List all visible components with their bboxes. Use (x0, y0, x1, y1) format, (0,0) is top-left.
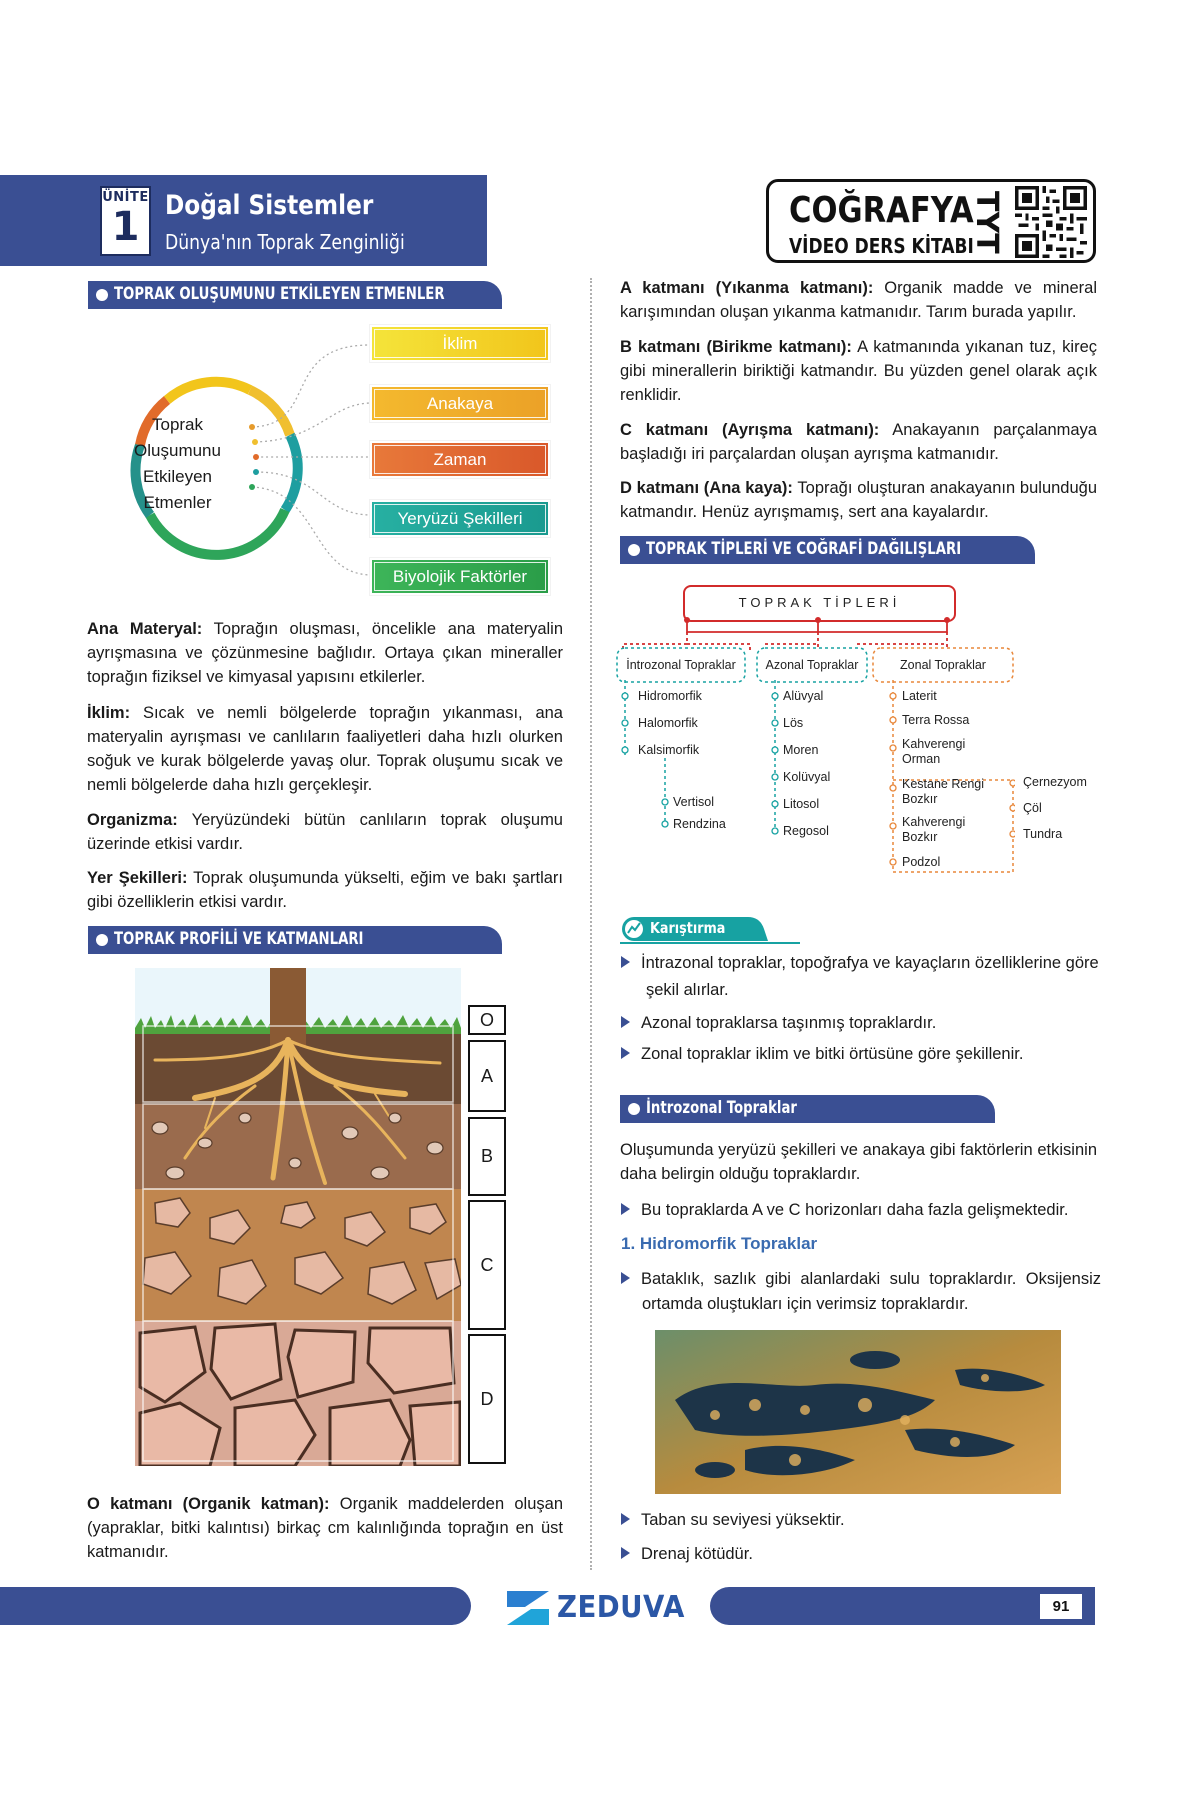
category-zonal: Zonal Topraklar (900, 658, 986, 672)
footer-bar-left (0, 1587, 471, 1625)
comparison-item (621, 1010, 1101, 1037)
bullet-dot (96, 934, 108, 946)
paragraph-a-layer (620, 276, 1097, 324)
bullet-dot (96, 289, 108, 301)
definition: Oluşumunda yeryüzü şekilleri ve anakaya gibi faktörlerin etkisinin daha belirgin olduğu topraklardır. (620, 1141, 1097, 1183)
page-number: 91 (1040, 1594, 1082, 1619)
intrazonal-item: Hidromorfik (638, 689, 702, 703)
definition: A katmanında yıkanan tuz, kireç gibi minerallerin biriktiği katmandır. Bu yüzden genel olarak açık renklidir. (620, 338, 1097, 404)
logo-exam: TYT (969, 191, 1004, 254)
circle-line: Oluşumunu (134, 441, 221, 460)
unit-subtitle: Dünya'nın Toprak Zenginliği (165, 230, 405, 254)
arrow-bullet-icon (621, 956, 630, 968)
paragraph-c-layer (620, 418, 1097, 466)
bullet-text: Taban su seviyesi yüksektir. (641, 1511, 845, 1529)
section-title: TOPRAK PROFİLİ VE KATMANLARI (114, 929, 364, 949)
bullet-text: Drenaj kötüdür. (641, 1545, 753, 1563)
zonal-side-item: Çernezyom (1023, 775, 1087, 789)
term: B katmanı (Birikme katmanı): (620, 338, 852, 356)
paragraph-parent-material (87, 617, 563, 689)
bullet-text: Bu topraklarda A ve C horizonları daha fazla gelişmektedir. (641, 1201, 1069, 1219)
comparison-title: Karıştırma (650, 919, 726, 937)
marsh-aerial-photo (655, 1330, 1061, 1494)
logo-subtitle: VİDEO DERS KİTABI (789, 234, 974, 258)
factor-biological (370, 558, 550, 595)
hydromorphic-feature (621, 1541, 1101, 1568)
zonal-item: Terra Rossa (902, 713, 970, 727)
intrazonal-subitem: Rendzina (673, 817, 726, 831)
section-title: İntrozonal Topraklar (646, 1098, 797, 1118)
arrow-bullet-icon (621, 1203, 630, 1215)
term: D katmanı (Ana kaya): (620, 479, 793, 497)
factor-time (370, 441, 550, 478)
azonal-item: Kolüvyal (783, 770, 831, 784)
bullet-dot (628, 544, 640, 556)
logo-title: COĞRAFYA (789, 190, 974, 231)
azonal-item: Regosol (783, 824, 829, 838)
comparison-note-header (620, 915, 800, 950)
factor-label: Yeryüzü Şekilleri (397, 509, 523, 528)
factor-label: Biyolojik Faktörler (392, 567, 528, 586)
circle-line: Toprak (151, 415, 204, 434)
column-divider (590, 278, 592, 1570)
section-header-intrazonal (620, 1095, 995, 1123)
arrow-bullet-icon (621, 1016, 630, 1028)
bullet-text: Bataklık, sazlık gibi alanlardaki sulu topraklardır. Oksijensiz ortamda oluştukları için verimsiz topraklardır. (641, 1270, 1101, 1313)
zonal-side-item: Tundra (1023, 827, 1063, 841)
section-title: TOPRAK OLUŞUMUNU ETKİLEYEN ETMENLER (114, 284, 445, 304)
definition: Sıcak ve nemli bölgelerde toprağın yıkanması, ana materyalin ayrışması ve canlıların faaliyetleri daha hızlı olurken soğuk ve kurak bölgelerde yavaş olur. Toprak oluşumu sıcak ve nemli bölgelerde daha hızlı gerçekleşir. (87, 704, 563, 794)
term: Ana Materyal: (87, 620, 203, 638)
factor-bedrock (370, 385, 550, 422)
unit-label: ÜNİTE (102, 190, 149, 205)
factor-climate (370, 325, 550, 362)
intrazonal-item: Halomorfik (638, 716, 698, 730)
qr-code-icon[interactable] (1014, 186, 1088, 258)
term: İklim: (87, 704, 131, 722)
azonal-item: Alüvyal (783, 689, 824, 703)
term: A katmanı (Yıkanma katmanı): (620, 279, 874, 297)
factor-landforms (370, 500, 550, 537)
arrow-bullet-icon (621, 1513, 630, 1525)
paragraph-intrazonal (620, 1138, 1097, 1186)
layer-label-a: A (468, 1040, 506, 1112)
bullet-text: İntrazonal topraklar, topoğrafya ve kayaçların özelliklerine göre şekil alırlar. (641, 954, 1099, 999)
category-intrazonal: İntrozonal Topraklar (626, 658, 736, 672)
zonal-item: Kahverengi Orman (902, 737, 966, 766)
layer-label-c: C (468, 1200, 506, 1330)
intrazonal-subitem: Vertisol (673, 795, 714, 809)
zonal-item: Kahverengi Bozkır (902, 815, 966, 844)
section-header-profile (88, 926, 502, 954)
unit-badge (100, 186, 151, 256)
definition: Organik maddelerden oluşan (yapraklar, bitki kalıntısı) birkaç cm kalınlığında toprağın en üst katmanıdır. (87, 1495, 563, 1561)
section-title: TOPRAK TİPLERİ VE COĞRAFİ DAĞILIŞLARI (646, 539, 962, 559)
hydromorphic-feature (621, 1507, 1101, 1534)
circle-line: Etkileyen (143, 467, 212, 486)
arrow-bullet-icon (621, 1272, 630, 1284)
paragraph-organism (87, 808, 563, 856)
definition: Toprağı oluşturan anakayanın bulunduğu katmandır. Henüz ayrışmamış, sert ana kayalardır. (620, 479, 1098, 521)
zonal-item: Laterit (902, 689, 937, 703)
factors-circle-label (115, 412, 240, 516)
comparison-item (621, 1041, 1101, 1068)
definition: Toprak oluşumunda yükselti, eğim ve bakı şartları gibi özelliklerin etkisi vardır. (87, 869, 563, 911)
definition: Anakayanın parçalanmaya başladığı iri parçalardan oluşan ayrışma katmanıdır. (620, 421, 1097, 463)
arrow-bullet-icon (621, 1547, 630, 1559)
paragraph-landforms (87, 866, 563, 914)
paragraph-b-layer (620, 335, 1097, 407)
section-header-factors (88, 281, 502, 309)
paragraph-d-layer (620, 476, 1097, 524)
footer-bar-right (710, 1587, 1095, 1625)
circle-line: Etmenler (143, 493, 212, 512)
zonal-item: Kestane Rengi Bozkır (902, 777, 985, 806)
zonal-item: Podzol (902, 855, 941, 869)
term: Yer Şekilleri: (87, 869, 188, 887)
section-header-soil-types (620, 536, 1035, 564)
definition: Toprağın oluşması, öncelikle ana materyalin ayrışmasına ve çözünmesine bağlıdır. Ortaya çıkan mineraller toprağın fiziksel ve kimyasal yapısını etkilerler. (87, 620, 564, 686)
hydromorphic-bullet (621, 1267, 1101, 1317)
intrazonal-item: Kalsimorfik (638, 743, 700, 757)
brand-logo-icon (505, 1589, 551, 1627)
zonal-side-item: Çöl (1023, 801, 1042, 815)
brand-name: ZEDUVA (557, 1590, 685, 1625)
paragraph-climate (87, 701, 563, 797)
term: C katmanı (Ayrışma katmanı): (620, 421, 880, 439)
azonal-item: Lös (783, 716, 804, 730)
layer-label-d: D (468, 1334, 506, 1464)
arrow-bullet-icon (621, 1047, 630, 1059)
bullet-dot (628, 1103, 640, 1115)
definition: Organik madde ve mineral karışımından oluşan yıkanma katmanıdır. Tarım burada yapılır. (620, 279, 1097, 321)
comparison-item (621, 950, 1101, 1004)
bullet-text: Zonal topraklar iklim ve bitki örtüsüne göre şekillenir. (641, 1045, 1024, 1063)
factor-label: İklim (442, 334, 478, 353)
unit-number: 1 (111, 204, 140, 250)
layer-label-b: B (468, 1117, 506, 1196)
term: Organizma: (87, 811, 178, 829)
category-azonal: Azonal Topraklar (765, 658, 859, 672)
azonal-item: Moren (783, 743, 819, 757)
soil-types-title: TOPRAK TİPLERİ (683, 585, 956, 622)
intrazonal-bullet (621, 1197, 1101, 1224)
layer-label-o: O (468, 1005, 506, 1035)
book-logo (766, 179, 1096, 263)
hydromorphic-title: 1. Hidromorfik Topraklar (621, 1234, 818, 1253)
azonal-item: Litosol (783, 797, 820, 811)
definition: Yeryüzündeki bütün canlıların toprak oluşumu üzerinde etkisi vardır. (87, 811, 563, 853)
paragraph-o-layer (87, 1492, 563, 1564)
unit-title: Doğal Sistemler (165, 190, 374, 221)
bullet-text: Azonal topraklarsa taşınmış topraklardır. (641, 1014, 937, 1032)
term: O katmanı (Organik katman): (87, 1495, 330, 1513)
factor-label: Zaman (433, 450, 487, 469)
soil-profile-illustration (135, 968, 461, 1466)
factor-label: Anakaya (426, 394, 494, 413)
